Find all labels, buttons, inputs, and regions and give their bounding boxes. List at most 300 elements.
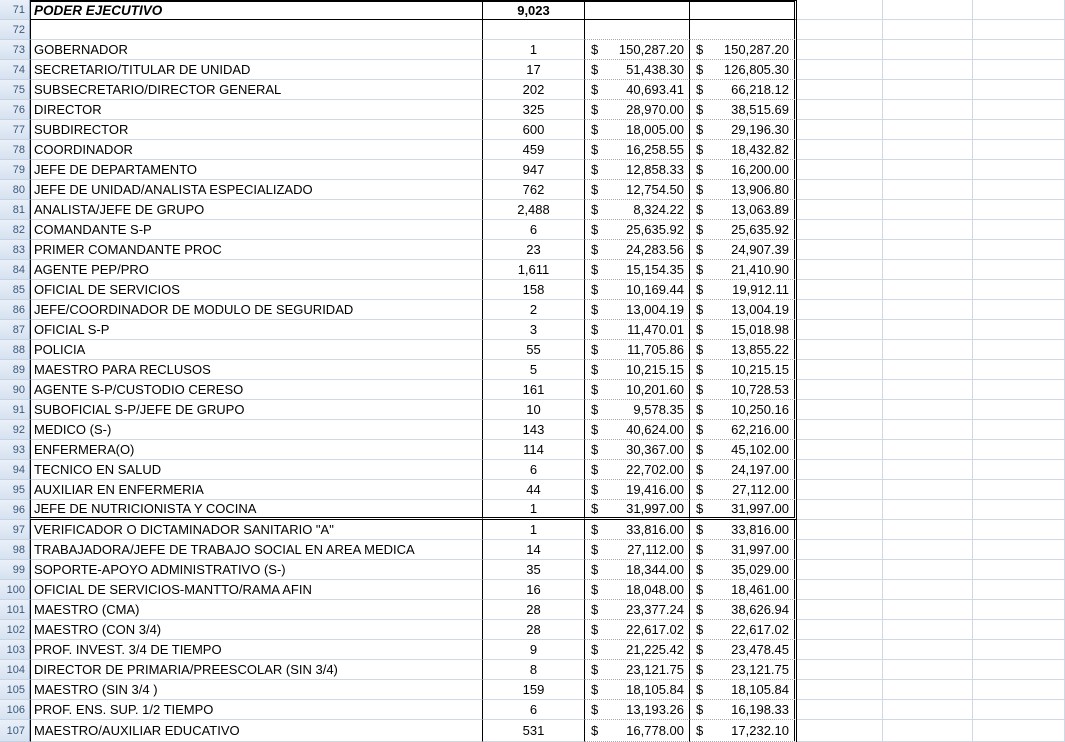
cell-headcount[interactable] — [483, 20, 585, 40]
cell-headcount[interactable] — [483, 40, 585, 60]
cell-empty[interactable] — [797, 260, 883, 280]
cell-salary-max[interactable] — [690, 200, 797, 220]
cell-empty[interactable] — [797, 340, 883, 360]
cell-empty[interactable] — [883, 280, 973, 300]
row-header[interactable] — [0, 440, 30, 460]
cell-empty[interactable] — [973, 500, 1065, 520]
cell-salary-max[interactable] — [690, 500, 797, 520]
cell-salary-min[interactable] — [585, 0, 690, 20]
cell-empty[interactable] — [797, 120, 883, 140]
cell-empty[interactable] — [883, 520, 973, 540]
cell-headcount[interactable] — [483, 100, 585, 120]
row-header[interactable] — [0, 580, 30, 600]
cell-salary-min[interactable] — [585, 440, 690, 460]
cell-empty[interactable] — [883, 440, 973, 460]
cell-salary-max[interactable] — [690, 640, 797, 660]
cell-job-title[interactable] — [30, 460, 483, 480]
row-header[interactable] — [0, 460, 30, 480]
cell-empty[interactable] — [883, 540, 973, 560]
row-header[interactable] — [0, 80, 30, 100]
cell-salary-max[interactable] — [690, 260, 797, 280]
cell-empty[interactable] — [973, 360, 1065, 380]
cell-empty[interactable] — [883, 0, 973, 20]
cell-empty[interactable] — [797, 240, 883, 260]
cell-salary-max[interactable] — [690, 0, 797, 20]
cell-headcount[interactable] — [483, 380, 585, 400]
row-number-label: 97 — [12, 523, 25, 536]
cell-empty[interactable] — [883, 560, 973, 580]
cell-empty[interactable] — [883, 20, 973, 40]
cell-empty[interactable] — [883, 660, 973, 680]
cell-empty[interactable] — [883, 680, 973, 700]
cell-salary-min[interactable] — [585, 420, 690, 440]
cell-job-title[interactable] — [30, 720, 483, 742]
cell-salary-max[interactable] — [690, 420, 797, 440]
cell-empty[interactable] — [797, 600, 883, 620]
cell-job-title[interactable] — [30, 500, 483, 520]
cell-empty[interactable] — [973, 200, 1065, 220]
cell-empty[interactable] — [973, 620, 1065, 640]
cell-job-title[interactable] — [30, 680, 483, 700]
cell-empty[interactable] — [797, 560, 883, 580]
row-header[interactable] — [0, 480, 30, 500]
cell-empty[interactable] — [973, 460, 1065, 480]
cell-job-title[interactable] — [30, 40, 483, 60]
cell-headcount[interactable] — [483, 540, 585, 560]
cell-empty[interactable] — [973, 700, 1065, 720]
cell-job-title[interactable] — [30, 400, 483, 420]
cell-job-title[interactable] — [30, 480, 483, 500]
cell-salary-min[interactable] — [585, 320, 690, 340]
cell-salary-max[interactable] — [690, 660, 797, 680]
cell-salary-min[interactable] — [585, 460, 690, 480]
row-header[interactable] — [0, 140, 30, 160]
row-header[interactable] — [0, 380, 30, 400]
cell-salary-max[interactable] — [690, 40, 797, 60]
cell-job-title[interactable] — [30, 420, 483, 440]
cell-headcount[interactable] — [483, 700, 585, 720]
cell-salary-min[interactable] — [585, 400, 690, 420]
row-header[interactable] — [0, 120, 30, 140]
cell-salary-max[interactable] — [690, 720, 797, 742]
cell-job-title[interactable] — [30, 540, 483, 560]
cell-job-title[interactable] — [30, 560, 483, 580]
cell-empty[interactable] — [883, 380, 973, 400]
cell-headcount[interactable] — [483, 280, 585, 300]
cell-empty[interactable] — [973, 340, 1065, 360]
cell-job-title[interactable] — [30, 140, 483, 160]
cell-headcount[interactable] — [483, 360, 585, 380]
cell-empty[interactable] — [797, 540, 883, 560]
cell-empty[interactable] — [973, 400, 1065, 420]
cell-salary-max[interactable] — [690, 520, 797, 540]
cell-salary-max[interactable] — [690, 700, 797, 720]
cell-empty[interactable] — [797, 500, 883, 520]
cell-headcount[interactable] — [483, 580, 585, 600]
cell-salary-min[interactable] — [585, 480, 690, 500]
cell-salary-min[interactable] — [585, 660, 690, 680]
row-header[interactable] — [0, 240, 30, 260]
cell-job-title[interactable] — [30, 60, 483, 80]
cell-empty[interactable] — [797, 660, 883, 680]
cell-headcount[interactable] — [483, 180, 585, 200]
cell-salary-min[interactable] — [585, 280, 690, 300]
cell-empty[interactable] — [973, 280, 1065, 300]
row-header[interactable] — [0, 600, 30, 620]
cell-empty[interactable] — [797, 420, 883, 440]
cell-empty[interactable] — [973, 600, 1065, 620]
cell-headcount[interactable] — [483, 620, 585, 640]
row-header[interactable] — [0, 0, 30, 20]
cell-empty[interactable] — [797, 0, 883, 20]
cell-job-title[interactable] — [30, 160, 483, 180]
cell-salary-min[interactable] — [585, 500, 690, 520]
cell-salary-max[interactable] — [690, 560, 797, 580]
cell-salary-max[interactable] — [690, 100, 797, 120]
cell-empty[interactable] — [797, 60, 883, 80]
cell-headcount[interactable] — [483, 520, 585, 540]
cell-headcount[interactable] — [483, 460, 585, 480]
row-header[interactable] — [0, 100, 30, 120]
cell-empty[interactable] — [797, 480, 883, 500]
row-header[interactable] — [0, 660, 30, 680]
cell-salary-max[interactable] — [690, 680, 797, 700]
cell-headcount[interactable] — [483, 660, 585, 680]
cell-salary-min[interactable] — [585, 40, 690, 60]
cell-headcount[interactable] — [483, 320, 585, 340]
cell-headcount[interactable] — [483, 220, 585, 240]
cell-job-title[interactable] — [30, 240, 483, 260]
cell-headcount[interactable] — [483, 200, 585, 220]
cell-salary-min[interactable] — [585, 380, 690, 400]
cell-salary-min[interactable] — [585, 140, 690, 160]
cell-salary-min[interactable] — [585, 720, 690, 742]
cell-salary-min[interactable] — [585, 100, 690, 120]
cell-headcount[interactable] — [483, 400, 585, 420]
cell-empty[interactable] — [797, 700, 883, 720]
cell-headcount[interactable] — [483, 240, 585, 260]
cell-salary-max[interactable] — [690, 540, 797, 560]
cell-empty[interactable] — [883, 240, 973, 260]
row-header[interactable] — [0, 360, 30, 380]
cell-salary-min[interactable] — [585, 200, 690, 220]
row-header[interactable] — [0, 420, 30, 440]
cell-headcount[interactable] — [483, 640, 585, 660]
cell-empty[interactable] — [883, 480, 973, 500]
cell-headcount[interactable] — [483, 500, 585, 520]
cell-salary-max[interactable] — [690, 480, 797, 500]
cell-headcount[interactable] — [483, 420, 585, 440]
cell-empty[interactable] — [797, 280, 883, 300]
cell-salary-min[interactable] — [585, 700, 690, 720]
cell-salary-max[interactable] — [690, 440, 797, 460]
cell-salary-max[interactable] — [690, 220, 797, 240]
cell-empty[interactable] — [883, 580, 973, 600]
cell-salary-min[interactable] — [585, 220, 690, 240]
cell-headcount[interactable] — [483, 80, 585, 100]
cell-empty[interactable] — [883, 700, 973, 720]
row-header[interactable] — [0, 260, 30, 280]
cell-empty[interactable] — [797, 220, 883, 240]
cell-job-title[interactable] — [30, 520, 483, 540]
cell-empty[interactable] — [797, 640, 883, 660]
cell-job-title[interactable] — [30, 340, 483, 360]
cell-job-title[interactable] — [30, 200, 483, 220]
row-header[interactable] — [0, 220, 30, 240]
cell-salary-min[interactable] — [585, 160, 690, 180]
cell-salary-min[interactable] — [585, 520, 690, 540]
row-number-label: 88 — [12, 343, 25, 356]
cell-empty[interactable] — [883, 260, 973, 280]
cell-empty[interactable] — [883, 720, 973, 742]
cell-headcount[interactable] — [483, 120, 585, 140]
cell-empty[interactable] — [797, 20, 883, 40]
cell-salary-min[interactable] — [585, 560, 690, 580]
cell-salary-max[interactable] — [690, 400, 797, 420]
cell-salary-max[interactable] — [690, 80, 797, 100]
row-header[interactable] — [0, 40, 30, 60]
cell-headcount[interactable] — [483, 720, 585, 742]
cell-empty[interactable] — [973, 100, 1065, 120]
cell-headcount[interactable] — [483, 300, 585, 320]
row-header[interactable] — [0, 160, 30, 180]
cell-empty[interactable] — [797, 40, 883, 60]
cell-headcount[interactable] — [483, 160, 585, 180]
cell-empty[interactable] — [797, 440, 883, 460]
cell-empty[interactable] — [973, 260, 1065, 280]
cell-headcount[interactable] — [483, 560, 585, 580]
cell-empty[interactable] — [797, 140, 883, 160]
cell-headcount[interactable] — [483, 0, 585, 20]
cell-empty[interactable] — [973, 380, 1065, 400]
currency-symbol: $ — [696, 282, 704, 297]
row-header[interactable] — [0, 60, 30, 80]
cell-empty[interactable] — [973, 720, 1065, 742]
cell-empty[interactable] — [883, 360, 973, 380]
cell-job-title[interactable] — [30, 360, 483, 380]
cell-salary-max[interactable] — [690, 600, 797, 620]
cell-empty[interactable] — [973, 580, 1065, 600]
cell-salary-max[interactable] — [690, 180, 797, 200]
cell-salary-max[interactable] — [690, 120, 797, 140]
cell-salary-max[interactable] — [690, 140, 797, 160]
cell-headcount[interactable] — [483, 60, 585, 80]
cell-salary-max[interactable] — [690, 460, 797, 480]
cell-job-title[interactable] — [30, 580, 483, 600]
cell-job-title[interactable] — [30, 380, 483, 400]
cell-salary-max[interactable] — [690, 60, 797, 80]
cell-empty[interactable] — [883, 620, 973, 640]
cell-headcount[interactable] — [483, 260, 585, 280]
cell-empty[interactable] — [973, 220, 1065, 240]
cell-salary-min[interactable] — [585, 300, 690, 320]
cell-salary-min[interactable] — [585, 360, 690, 380]
cell-empty[interactable] — [883, 40, 973, 60]
cell-salary-min[interactable] — [585, 540, 690, 560]
cell-empty[interactable] — [883, 120, 973, 140]
cell-job-title[interactable] — [30, 700, 483, 720]
cell-empty[interactable] — [883, 180, 973, 200]
cell-job-title[interactable] — [30, 220, 483, 240]
row-header[interactable] — [0, 620, 30, 640]
cell-salary-min[interactable] — [585, 620, 690, 640]
cell-salary-max[interactable] — [690, 20, 797, 40]
cell-salary-min[interactable] — [585, 80, 690, 100]
cell-empty[interactable] — [973, 320, 1065, 340]
cell-empty[interactable] — [883, 400, 973, 420]
cell-empty[interactable] — [973, 80, 1065, 100]
cell-empty[interactable] — [797, 200, 883, 220]
cell-empty[interactable] — [797, 320, 883, 340]
cell-empty[interactable] — [973, 520, 1065, 540]
cell-empty[interactable] — [973, 40, 1065, 60]
cell-empty[interactable] — [973, 680, 1065, 700]
cell-job-title[interactable] — [30, 260, 483, 280]
cell-salary-max[interactable] — [690, 300, 797, 320]
cell-job-title[interactable] — [30, 440, 483, 460]
cell-empty[interactable] — [797, 80, 883, 100]
cell-salary-max[interactable] — [690, 620, 797, 640]
cell-empty[interactable] — [797, 680, 883, 700]
cell-job-title[interactable] — [30, 180, 483, 200]
cell-empty[interactable] — [973, 480, 1065, 500]
cell-empty[interactable] — [973, 660, 1065, 680]
cell-headcount[interactable] — [483, 680, 585, 700]
cell-empty[interactable] — [973, 180, 1065, 200]
cell-empty[interactable] — [797, 360, 883, 380]
cell-salary-max[interactable] — [690, 580, 797, 600]
cell-empty[interactable] — [797, 400, 883, 420]
row-header[interactable] — [0, 720, 30, 742]
cell-job-title[interactable] — [30, 600, 483, 620]
row-header[interactable] — [0, 540, 30, 560]
cell-job-title[interactable] — [30, 660, 483, 680]
cell-empty[interactable] — [973, 60, 1065, 80]
cell-salary-max[interactable] — [690, 240, 797, 260]
cell-job-title[interactable] — [30, 640, 483, 660]
cell-headcount[interactable] — [483, 140, 585, 160]
cell-empty[interactable] — [883, 100, 973, 120]
cell-empty[interactable] — [883, 160, 973, 180]
cell-salary-min[interactable] — [585, 580, 690, 600]
cell-empty[interactable] — [797, 460, 883, 480]
cell-empty[interactable] — [883, 340, 973, 360]
cell-salary-min[interactable] — [585, 20, 690, 40]
cell-empty[interactable] — [973, 120, 1065, 140]
cell-salary-min[interactable] — [585, 60, 690, 80]
cell-salary-min[interactable] — [585, 180, 690, 200]
cell-empty[interactable] — [973, 300, 1065, 320]
row-header[interactable] — [0, 500, 30, 520]
cell-salary-min[interactable] — [585, 680, 690, 700]
cell-job-title[interactable] — [30, 320, 483, 340]
cell-salary-max[interactable] — [690, 320, 797, 340]
cell-salary-max[interactable] — [690, 160, 797, 180]
row-number-label: 93 — [12, 443, 25, 456]
cell-job-title[interactable] — [30, 100, 483, 120]
cell-empty[interactable] — [797, 300, 883, 320]
row-header[interactable] — [0, 700, 30, 720]
cell-empty[interactable] — [973, 420, 1065, 440]
cell-headcount[interactable] — [483, 600, 585, 620]
cell-empty[interactable] — [797, 160, 883, 180]
cell-empty[interactable] — [883, 300, 973, 320]
cell-salary-min[interactable] — [585, 340, 690, 360]
cell-empty[interactable] — [883, 220, 973, 240]
cell-job-title[interactable] — [30, 620, 483, 640]
cell-salary-min[interactable] — [585, 260, 690, 280]
cell-empty[interactable] — [883, 600, 973, 620]
cell-empty[interactable] — [883, 420, 973, 440]
row-header[interactable] — [0, 200, 30, 220]
cell-job-title[interactable] — [30, 20, 483, 40]
cell-job-title[interactable] — [30, 120, 483, 140]
row-header[interactable] — [0, 520, 30, 540]
cell-salary-min[interactable] — [585, 240, 690, 260]
cell-empty[interactable] — [883, 140, 973, 160]
row-header[interactable] — [0, 560, 30, 580]
cell-empty[interactable] — [883, 80, 973, 100]
row-header[interactable] — [0, 300, 30, 320]
cell-empty[interactable] — [797, 520, 883, 540]
cell-empty[interactable] — [797, 100, 883, 120]
cell-salary-min[interactable] — [585, 640, 690, 660]
cell-job-title[interactable] — [30, 300, 483, 320]
cell-job-title[interactable] — [30, 80, 483, 100]
cell-empty[interactable] — [883, 500, 973, 520]
cell-empty[interactable] — [973, 20, 1065, 40]
cell-empty[interactable] — [883, 60, 973, 80]
cell-job-title[interactable] — [30, 280, 483, 300]
row-header[interactable] — [0, 680, 30, 700]
cell-empty[interactable] — [973, 140, 1065, 160]
cell-empty[interactable] — [797, 620, 883, 640]
cell-empty[interactable] — [797, 720, 883, 742]
cell-empty[interactable] — [883, 320, 973, 340]
row-header[interactable] — [0, 320, 30, 340]
cell-salary-max[interactable] — [690, 340, 797, 360]
cell-salary-max[interactable] — [690, 360, 797, 380]
row-header[interactable] — [0, 20, 30, 40]
cell-salary-min[interactable] — [585, 600, 690, 620]
cell-empty[interactable] — [883, 460, 973, 480]
cell-empty[interactable] — [883, 200, 973, 220]
row-header[interactable] — [0, 400, 30, 420]
cell-headcount[interactable] — [483, 340, 585, 360]
cell-salary-max[interactable] — [690, 380, 797, 400]
row-header[interactable] — [0, 640, 30, 660]
cell-salary-min[interactable] — [585, 120, 690, 140]
cell-headcount[interactable] — [483, 480, 585, 500]
cell-salary-max[interactable] — [690, 280, 797, 300]
cell-empty[interactable] — [797, 580, 883, 600]
cell-empty[interactable] — [973, 640, 1065, 660]
row-header[interactable] — [0, 340, 30, 360]
cell-empty[interactable] — [797, 380, 883, 400]
cell-empty[interactable] — [797, 180, 883, 200]
cell-headcount[interactable] — [483, 440, 585, 460]
cell-empty[interactable] — [973, 240, 1065, 260]
row-header[interactable] — [0, 280, 30, 300]
cell-empty[interactable] — [973, 160, 1065, 180]
row-header[interactable] — [0, 180, 30, 200]
cell-job-title[interactable] — [30, 0, 483, 20]
cell-empty[interactable] — [973, 540, 1065, 560]
cell-empty[interactable] — [973, 0, 1065, 20]
cell-empty[interactable] — [973, 440, 1065, 460]
cell-empty[interactable] — [973, 560, 1065, 580]
cell-empty[interactable] — [883, 640, 973, 660]
